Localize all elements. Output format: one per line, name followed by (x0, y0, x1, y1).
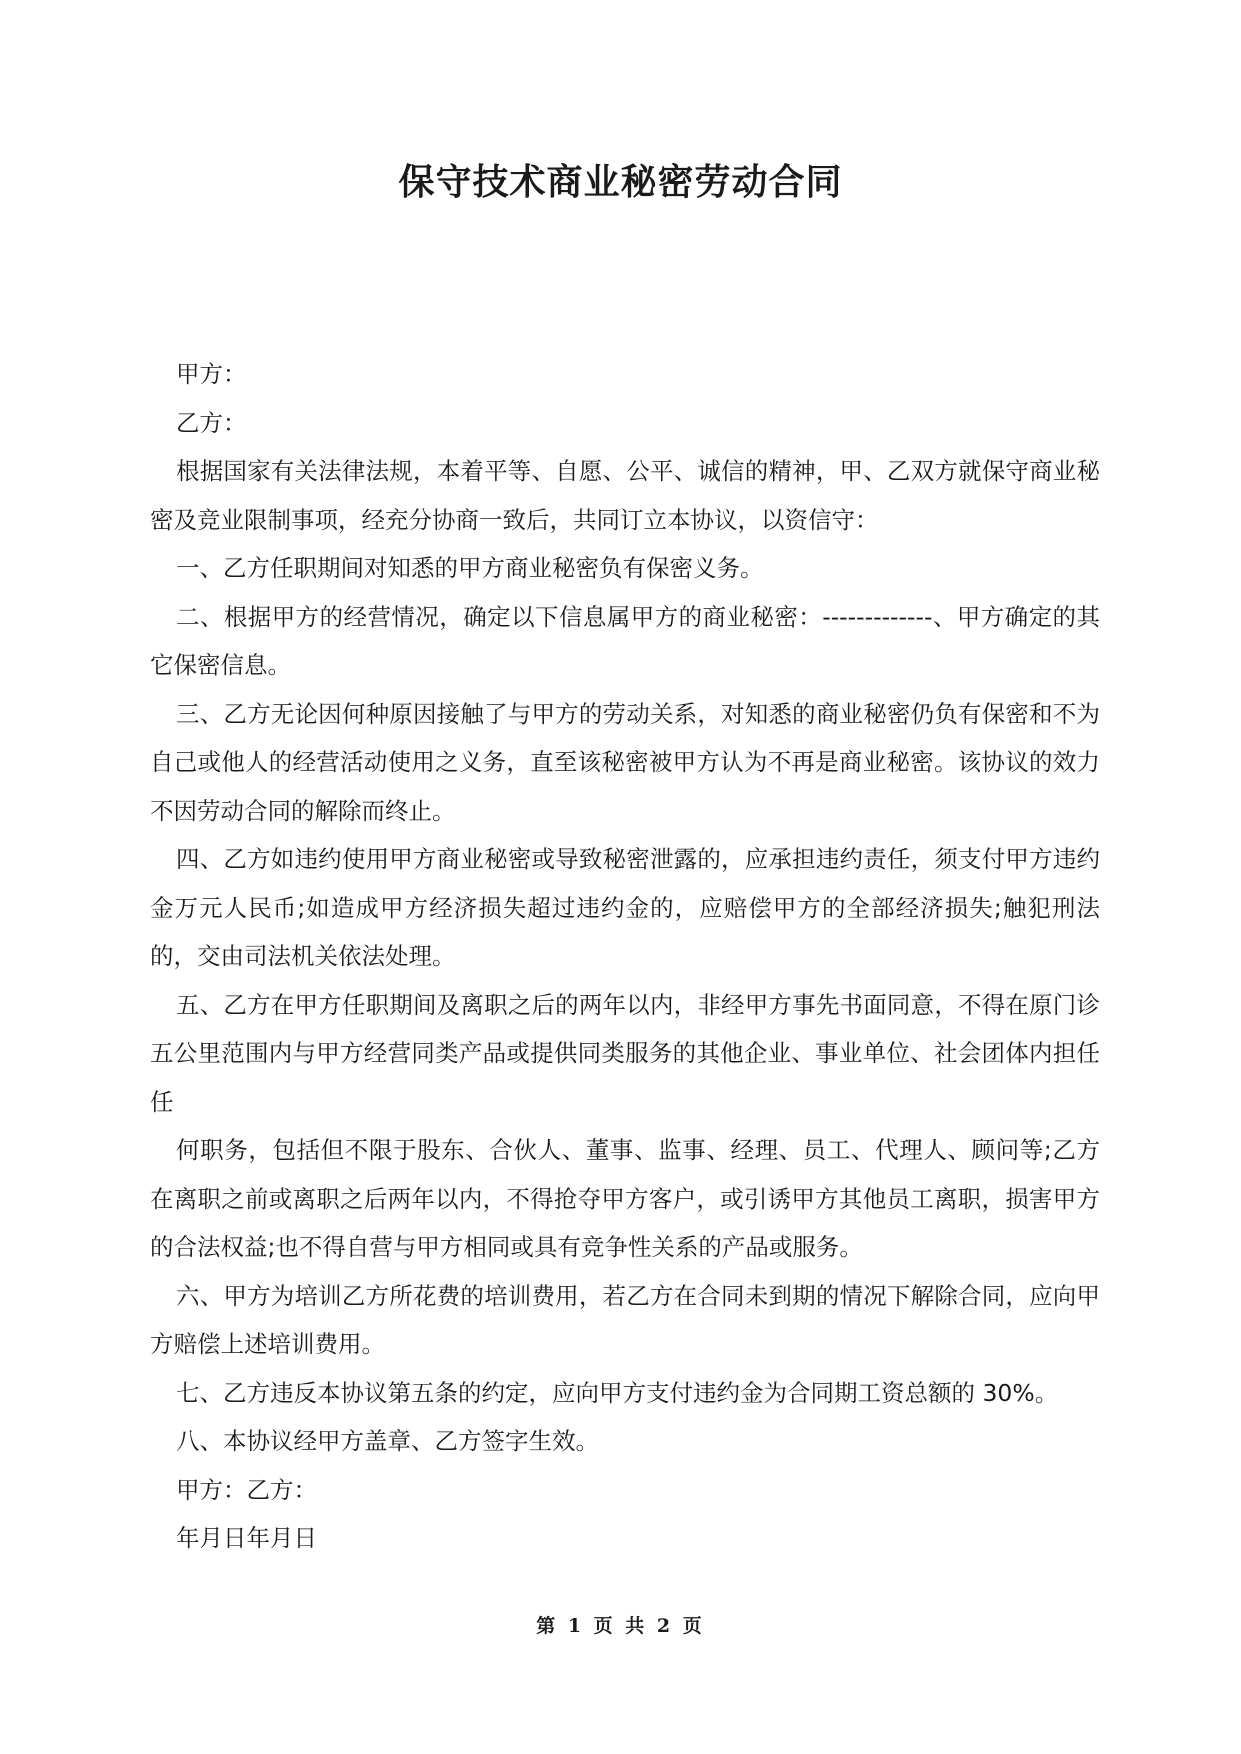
clause-3: 三、乙方无论因何种原因接触了与甲方的劳动关系，对知悉的商业秘密仍负有保密和不为自己或他人的经营活动使用之义务，直至该秘密被甲方认为不再是商业秘密。该协议的效力不因劳动合同的解除而终止。 (150, 699, 1100, 825)
party-a-line: 甲方： (176, 360, 247, 388)
clause-4: 四、乙方如违约使用甲方商业秘密或导致秘密泄露的，应承担违约责任，须支付甲方违约金万元人民币;如造成甲方经济损失超过违约金的，应赔偿甲方的全部经济损失;触犯刑法的，交由司法机关依法处理。 (150, 845, 1100, 970)
signature-parties-line: 甲方：乙方： (176, 1475, 317, 1504)
document-body (150, 350, 1100, 1563)
clause-5-continued: 何职务，包括但不限于股东、合伙人、董事、监事、经理、员工、代理人、顾问等;乙方在离职之前或离职之后两年以内，不得抢夺甲方客户，或引诱甲方其他员工离职，损害甲方的合法权益;也不得自营与甲方相同或具有竞争性关系的产品或服务。 (150, 1136, 1100, 1261)
page-number-footer: 第 1 页 共 2 页 (536, 1615, 705, 1637)
clause-8: 八、本协议经甲方盖章、乙方签字生效。 (176, 1427, 599, 1455)
preamble-paragraph: 根据国家有关法律法规，本着平等、自愿、公平、诚信的精神，甲、乙双方就保守商业秘密及竞业限制事项，经充分协商一致后，共同订立本协议，以资信守： (150, 457, 1100, 534)
signature-date-line: 年月日年月日 (176, 1524, 317, 1552)
clause-2: 二、根据甲方的经营情况，确定以下信息属甲方的商业秘密：-------------、甲方确定的其它保密信息。 (150, 602, 1100, 679)
clause-1: 一、乙方任职期间对知悉的甲方商业秘密负有保密义务。 (176, 554, 764, 582)
clause-6: 六、甲方为培训乙方所花费的培训费用，若乙方在合同未到期的情况下解除合同，应向甲方赔偿上述培训费用。 (150, 1281, 1100, 1358)
document-title: 保守技术商业秘密劳动合同 (398, 162, 843, 203)
clause-7: 七、乙方违反本协议第五条的约定，应向甲方支付违约金为合同期工资总额的 30%。 (176, 1378, 1059, 1407)
clause-5: 五、乙方在甲方任职期间及离职之后的两年以内，非经甲方事先书面同意，不得在原门诊五公里范围内与甲方经营同类产品或提供同类服务的其他企业、事业单位、社会团体内担任任 (150, 990, 1100, 1116)
party-b-line: 乙方： (176, 408, 247, 437)
